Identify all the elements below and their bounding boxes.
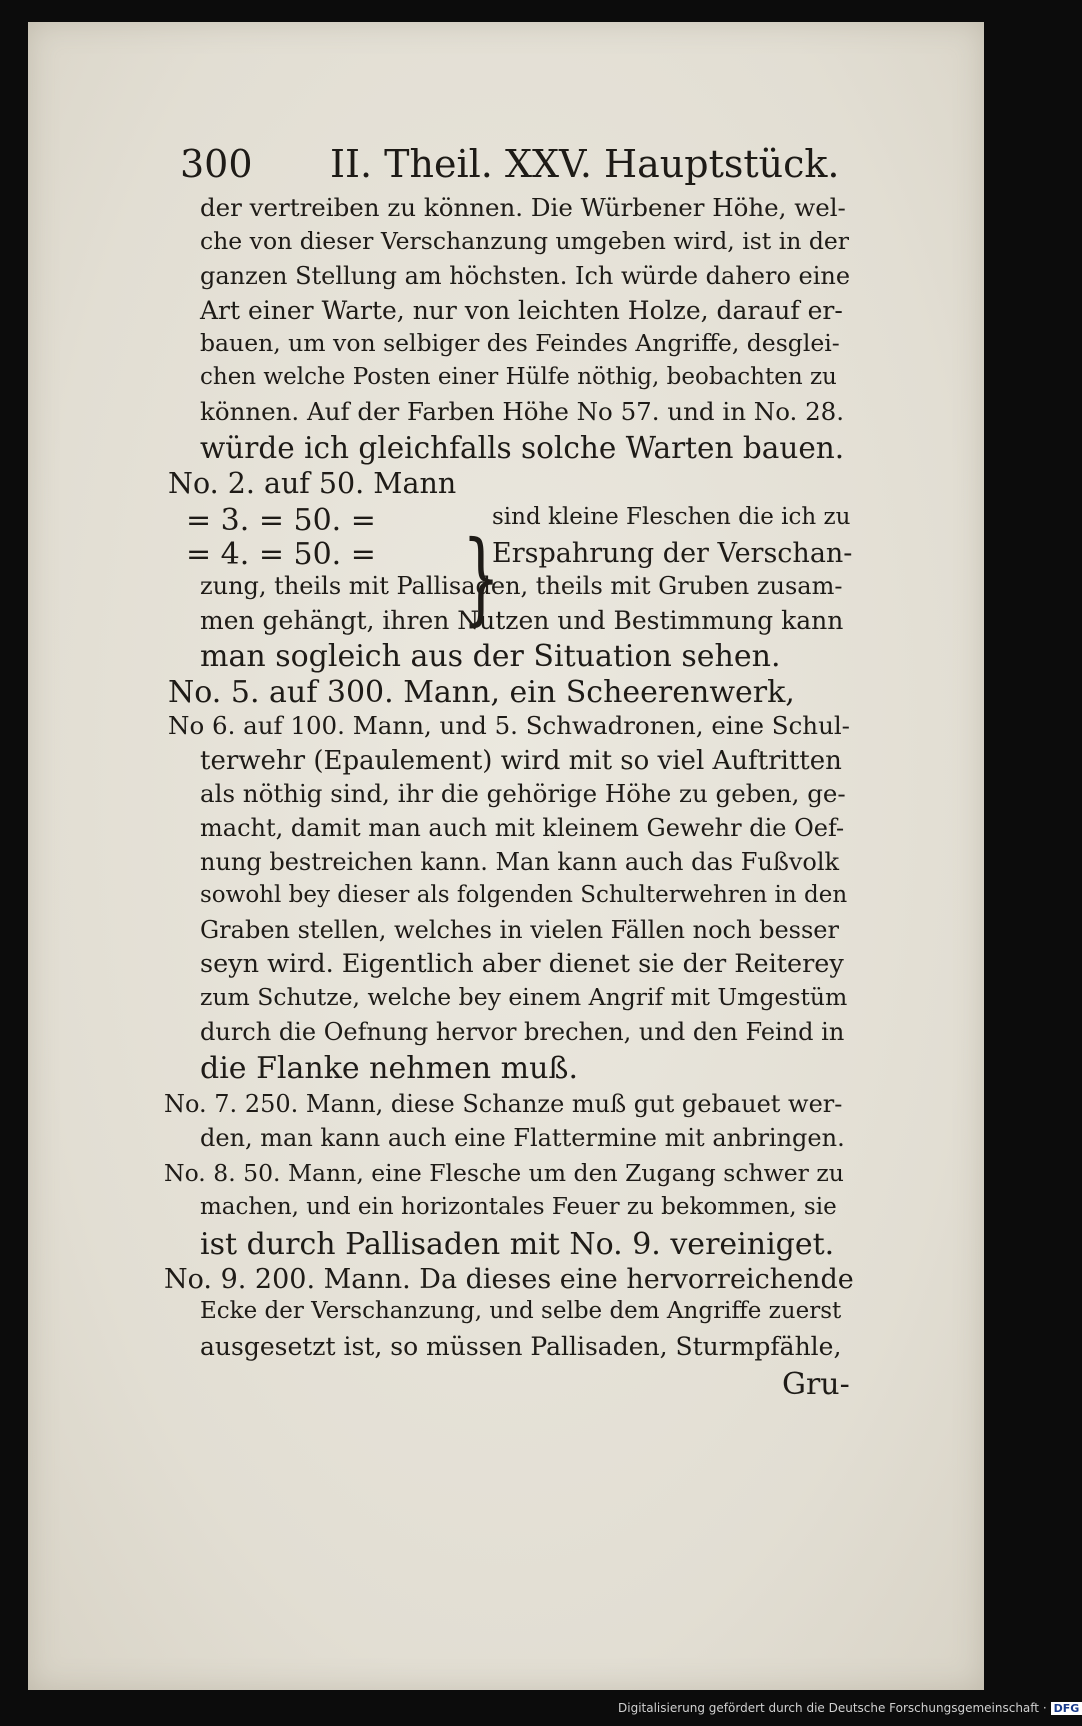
curly-brace: }: [462, 519, 501, 636]
catchword: Gru-: [782, 1367, 850, 1402]
text-line: Ecke der Verschanzung, und selbe dem Angriffe zuerst: [200, 1298, 842, 1324]
running-header: [180, 142, 840, 186]
text-line: Erspahrung der Verschan-: [492, 538, 853, 569]
text-line: chen welche Posten einer Hülfe nöthig, beobachten zu: [200, 364, 837, 390]
text-line: zum Schutze, welche bey einem Angrif mit Umgestüm: [200, 983, 848, 1011]
text-line: sowohl bey dieser als folgenden Schulterwehren in den: [200, 882, 848, 908]
text-line: ausgesetzt ist, so müssen Pallisaden, Sturmpfähle,: [200, 1332, 842, 1361]
text-line: No. 2. auf 50. Mann: [168, 467, 457, 500]
text-line: No 6. auf 100. Mann, und 5. Schwadronen, eine Schul-: [168, 711, 850, 740]
text-line: können. Auf der Farben Höhe No 57. und in No. 28.: [200, 397, 845, 426]
text-line: die Flanke nehmen muß.: [200, 1051, 578, 1086]
text-line: nung bestreichen kann. Man kann auch das Fußvolk: [200, 848, 840, 876]
text-line: als nöthig sind, ihr die gehörige Höhe zu geben, ge-: [200, 779, 846, 808]
page-number: 300: [180, 142, 253, 186]
text-line: men gehängt, ihren Nutzen und Bestimmung kann: [200, 606, 844, 635]
text-line: würde ich gleichfalls solche Warten bauen.: [200, 431, 845, 465]
text-line: machen, und ein horizontales Feuer zu bekommen, sie: [200, 1194, 837, 1220]
text-line: No. 8. 50. Mann, eine Flesche um den Zugang schwer zu: [164, 1159, 844, 1187]
text-line: bauen, um von selbiger des Feindes Angriffe, desglei-: [200, 329, 840, 357]
text-line: = 3. = 50. =: [186, 503, 376, 538]
dfg-logo: DFG: [1051, 1702, 1082, 1715]
text-line: den, man kann auch eine Flattermine mit anbringen.: [200, 1124, 845, 1152]
text-line: Art einer Warte, nur von leichten Holze, darauf er-: [200, 296, 843, 325]
credit-text: Digitalisierung gefördert durch die Deutsche Forschungsgemeinschaft ·: [618, 1701, 1047, 1715]
text-line: terwehr (Epaulement) wird mit so viel Auftritten: [200, 746, 842, 776]
text-line: der vertreiben zu können. Die Würbener Höhe, wel-: [200, 193, 846, 222]
text-line: macht, damit man auch mit kleinem Gewehr die Oef-: [200, 814, 845, 842]
text-line: che von dieser Verschanzung umgeben wird, ist in der: [200, 227, 850, 255]
text-line: No. 7. 250. Mann, diese Schanze muß gut gebauet wer-: [164, 1090, 843, 1118]
digitization-credit: [618, 1701, 1082, 1715]
text-line: = 4. = 50. =: [186, 537, 376, 572]
text-line: ist durch Pallisaden mit No. 9. vereiniget.: [200, 1227, 835, 1262]
text-line: sind kleine Fleschen die ich zu: [492, 504, 851, 530]
text-line: No. 5. auf 300. Mann, ein Scheerenwerk,: [168, 675, 795, 710]
text-line: No. 9. 200. Mann. Da dieses eine hervorreichende: [164, 1264, 854, 1295]
text-line: man sogleich aus der Situation sehen.: [200, 639, 781, 674]
text-line: ganzen Stellung am höchsten. Ich würde dahero eine: [200, 262, 851, 290]
text-line: durch die Oefnung hervor brechen, und den Feind in: [200, 1018, 845, 1046]
text-line: Graben stellen, welches in vielen Fällen noch besser: [200, 916, 839, 944]
running-title: II. Theil. XXV. Hauptstück.: [330, 142, 840, 186]
text-line: zung, theils mit Pallisaden, theils mit Gruben zusam-: [200, 572, 843, 600]
text-line: seyn wird. Eigentlich aber dienet sie der Reiterey: [200, 949, 844, 979]
